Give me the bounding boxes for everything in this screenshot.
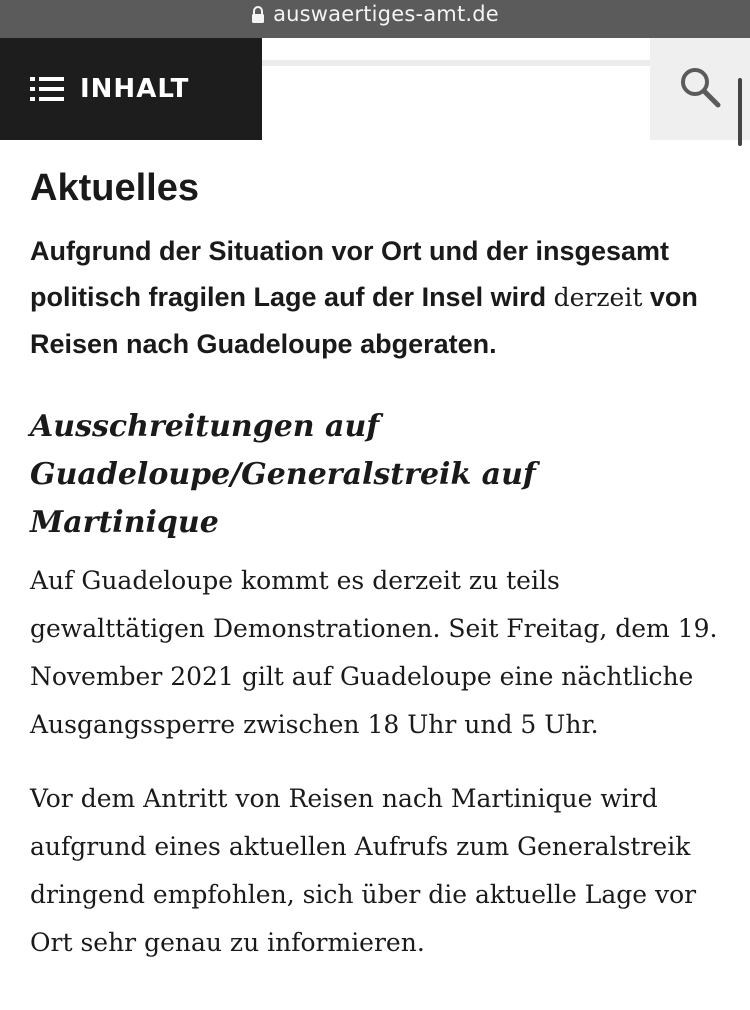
- intro-bold-part-1: Aufgrund der Situation vor Ort und der insgesamt politisch fragilen Lage auf der Insel wird: [30, 236, 670, 312]
- paragraph-martinique: Vor dem Antritt von Reisen nach Martinique wird aufgrund eines aktuellen Aufrufs zum Generalstreik dringend empfohlen, sich über die aktuelle Lage vor Ort sehr genau zu informieren.: [30, 784, 697, 957]
- section-heading: Ausschreitungen auf Guadeloupe/Generalstreik auf Martinique: [30, 409, 536, 540]
- header-divider: [262, 60, 650, 66]
- list-menu-icon: [30, 76, 64, 102]
- article-content: [30, 158, 730, 967]
- inhalt-menu-button[interactable]: [0, 38, 262, 140]
- page-title: Aktuelles: [30, 167, 199, 209]
- scrollbar[interactable]: [738, 78, 742, 146]
- url-text: auswaertiges-amt.de: [273, 2, 499, 26]
- search-icon: [678, 65, 722, 114]
- paragraph-guadeloupe: Auf Guadeloupe kommt es derzeit zu teils gewalttätigen Demonstrationen. Seit Freitag, dem 19. November 2021 gilt auf Guadeloupe eine nächtliche Ausgangssperre zwischen 18 Uhr und 5 Uhr.: [30, 566, 718, 739]
- search-button[interactable]: [650, 38, 750, 140]
- intro-plain-part: derzeit: [553, 283, 643, 312]
- intro-paragraph: [30, 228, 710, 367]
- url-display[interactable]: [0, 2, 750, 29]
- lock-icon: [251, 5, 265, 29]
- inhalt-label: INHALT: [80, 74, 190, 104]
- browser-url-bar[interactable]: [0, 0, 750, 38]
- intro-bold-part-2: von Reisen nach Guadeloupe abgeraten.: [30, 282, 698, 359]
